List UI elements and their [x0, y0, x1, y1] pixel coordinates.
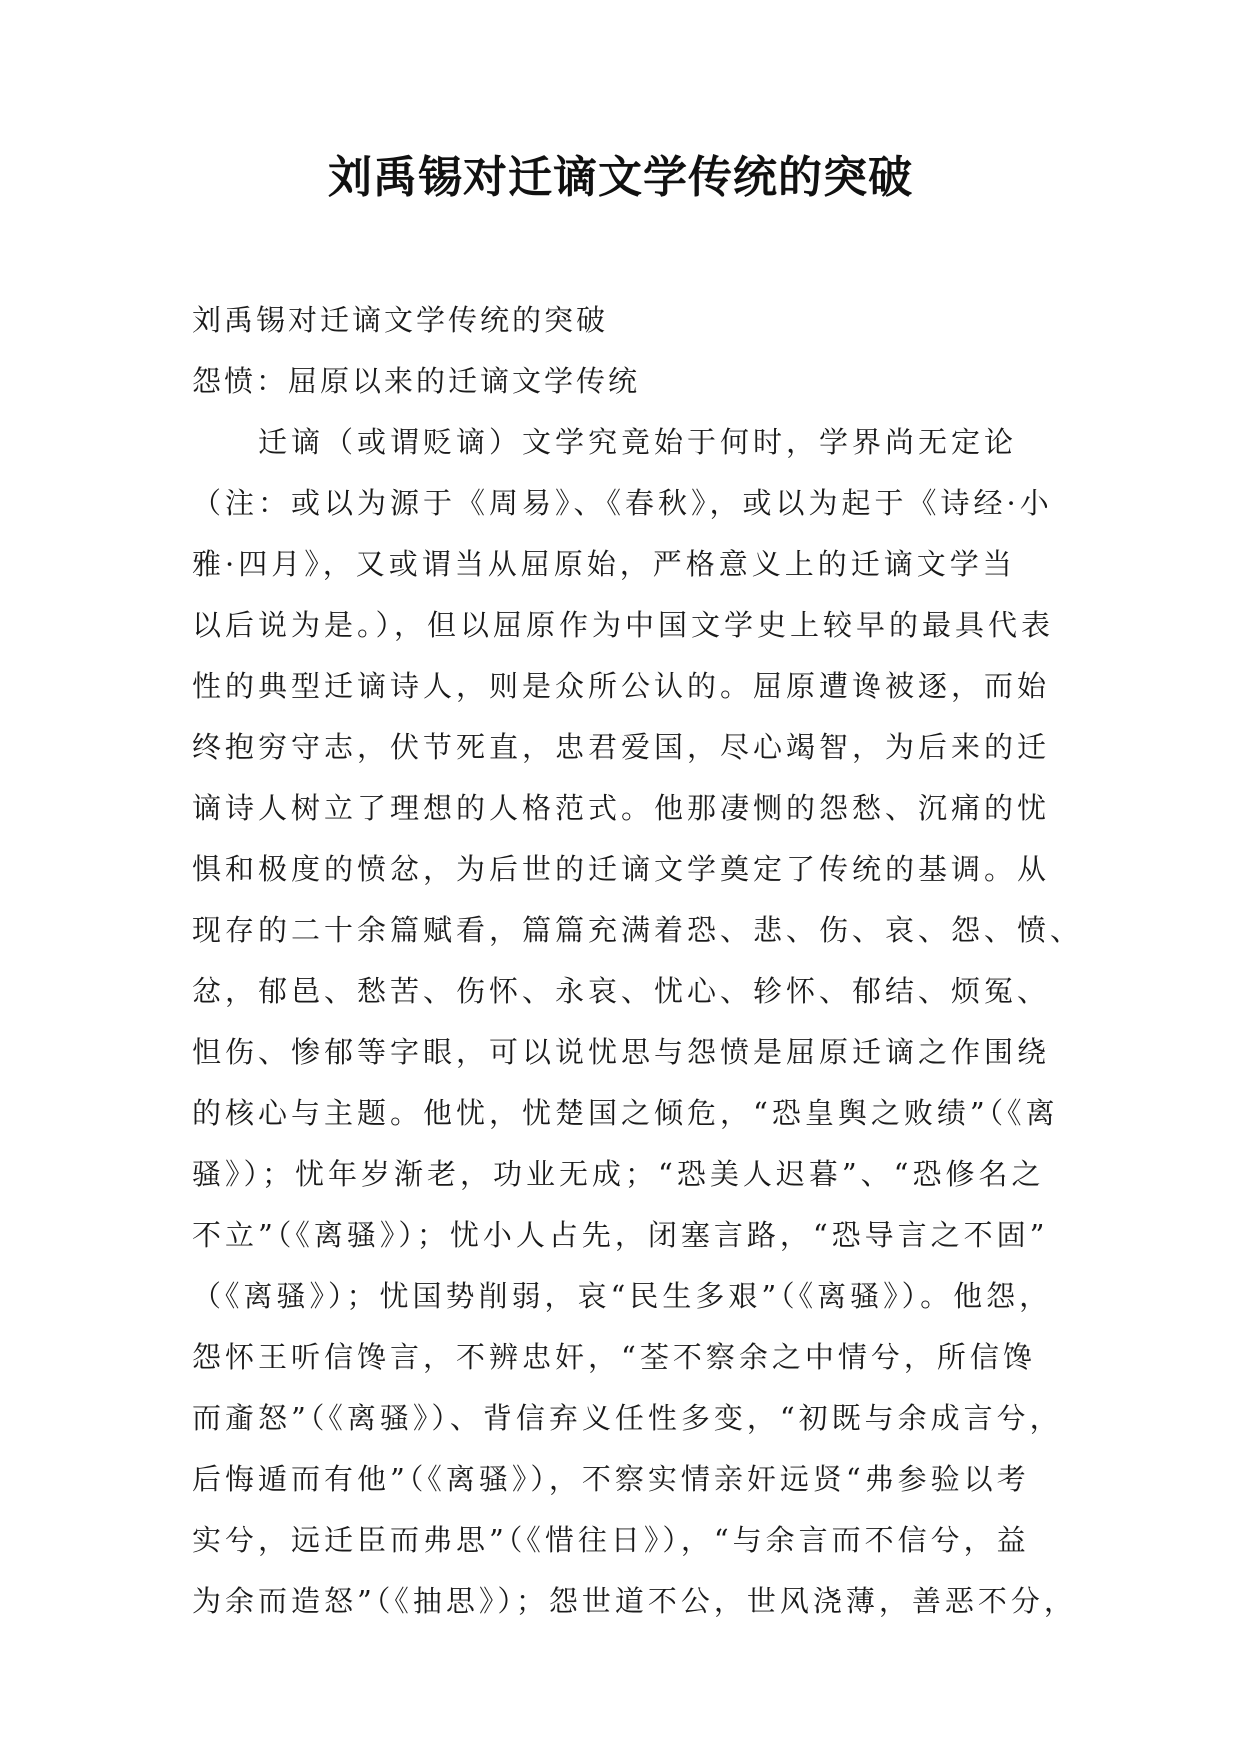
document-title: 刘禹锡对迁谪文学传统的突破 — [328, 152, 913, 203]
paragraph-line: （注：或以为源于《周易》、《春秋》，或以为起于《诗经·小 — [192, 486, 1053, 520]
paragraph-line: 谪诗人树立了理想的人格范式。他那凄恻的怨愁、沉痛的忧 — [192, 791, 1051, 825]
paragraph-line: （《离骚》）；忧国势削弱，哀“民生多艰”（《离骚》）。他怨， — [192, 1279, 1053, 1313]
paragraph-line: 以后说为是。），但以屈原作为中国文学史上较早的最具代表 — [192, 608, 1055, 642]
paragraph-line: 性的典型迁谪诗人，则是众所公认的。屈原遭谗被逐，而始 — [192, 669, 1051, 703]
paragraph-line: 实兮，远迁臣而弗思”（《惜往日》），“与余言而不信兮，益 — [192, 1523, 1030, 1557]
paragraph-line: 不立”（《离骚》）；忧小人占先，闭塞言路，“恐导言之不固” — [192, 1218, 1049, 1252]
section-heading: 怨愤：屈原以来的迁谪文学传统 — [192, 364, 641, 398]
body-paragraph — [192, 412, 1084, 1632]
paragraph-line: 雅·四月》，又或谓当从屈原始，严格意义上的迁谪文学当 — [192, 547, 1016, 581]
paragraph-line: 迁谪（或谓贬谪）文学究竟始于何时，学界尚无定论 — [192, 425, 1018, 459]
paragraph-line: 怨怀王听信馋言，不辨忠奸，“荃不察余之中情兮，所信馋 — [192, 1340, 1036, 1374]
paragraph-line: 怛伤、惨郁等字眼，可以说忧思与怨愤是屈原迁谪之作围绕 — [192, 1035, 1051, 1069]
paragraph-line: 为余而造怒”（《抽思》）；怨世道不公，世风浇薄，善恶不分， — [192, 1584, 1077, 1618]
paragraph-line: 后悔遁而有他”（《离骚》），不察实情亲奸远贤“弗参验以考 — [192, 1462, 1030, 1496]
paragraph-line: 的核心与主题。他忧，忧楚国之倾危，“恐皇舆之败绩”（《离 — [192, 1096, 1059, 1130]
document-body — [192, 290, 1084, 1632]
paragraph-line: 终抱穷守志，伏节死直，忠君爱国，尽心竭智，为后来的迁 — [192, 730, 1051, 764]
paragraph-line: 惧和极度的愤忿，为后世的迁谪文学奠定了传统的基调。从 — [192, 852, 1051, 886]
document-subtitle: 刘禹锡对迁谪文学传统的突破 — [192, 303, 609, 337]
paragraph-line: 忿，郁邑、愁苦、伤怀、永哀、忧心、轸怀、郁结、烦冤、 — [192, 974, 1051, 1008]
paragraph-line: 骚》）；忧年岁渐老，功业无成；“恐美人迟暮”、“恐修名之 — [192, 1157, 1045, 1191]
paragraph-line: 现存的二十余篇赋看，篇篇充满着恐、悲、伤、哀、怨、愤、 — [192, 913, 1084, 947]
paragraph-line: 而齑怒”（《离骚》）、背信弃义任性多变，“初既与余成言兮， — [192, 1401, 1063, 1435]
